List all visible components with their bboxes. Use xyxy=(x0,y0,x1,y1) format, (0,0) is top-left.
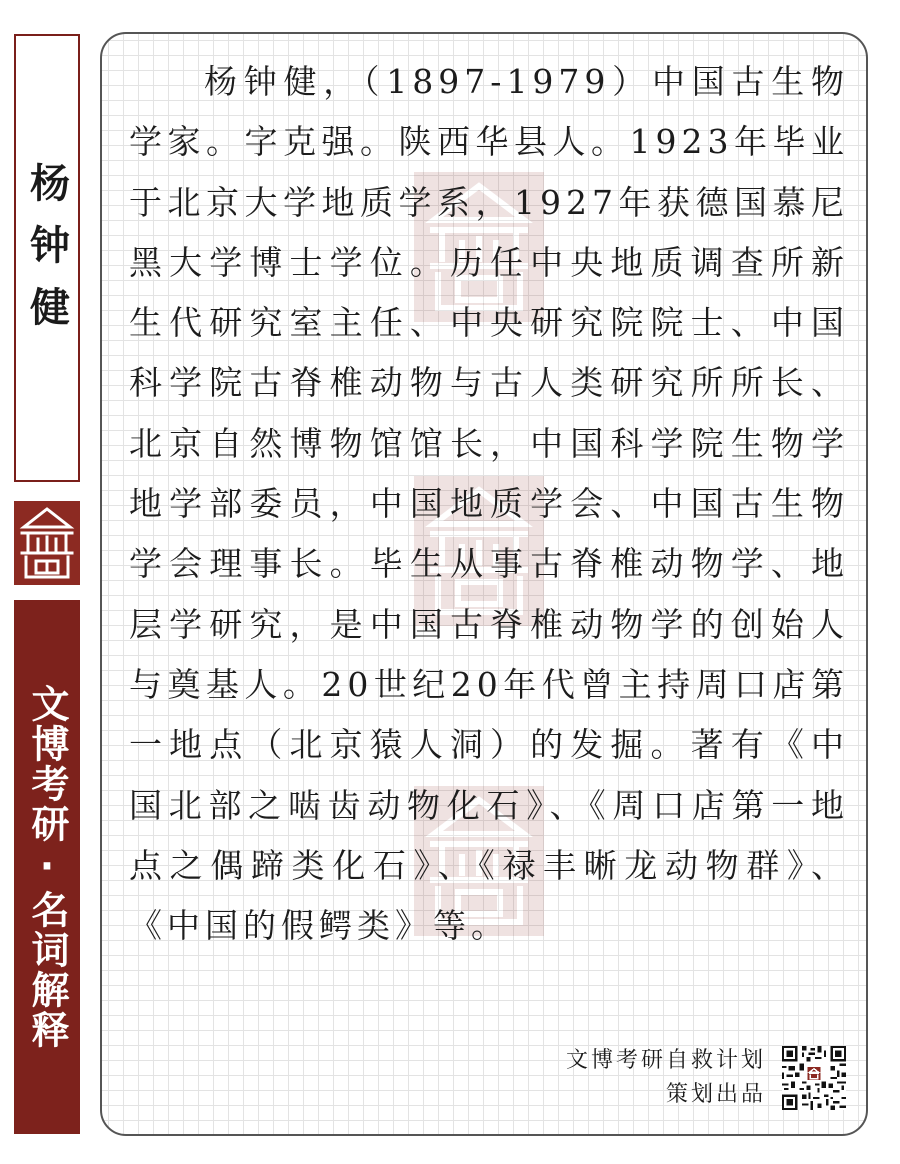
credit-line-1: 文博考研自救计划 xyxy=(565,1048,766,1073)
entry-definition: 杨钟健，（1897-1979）中国古生物学家。字克强。陕西华县人。1923年毕业于北京大学地质学系，1927年获德国慕尼黑大学博士学位。历任中央地质调查所新生代研究室主任、中央研究院院士、中国科学院古脊椎动物与古人类研究所所长、北京自然博物馆馆长，中国科学院生物学地学部委员，中国地质学会、中国古生物学会理事长。毕生从事古脊椎动物学、地层学研究，是中国古脊椎动物学的创始人与奠基人。20世纪20年代曾主持周口店第一地点（北京猿人洞）的发掘。著有《中国北部之啮齿动物化石》、《周口店第一地点之偶蹄类化石》、《禄丰晰龙动物群》、《中国的假鳄类》等。 xyxy=(129,62,849,946)
series-label: 文博考研·名词解释 xyxy=(25,684,69,1050)
seal-logo-icon xyxy=(14,501,80,585)
entry-card xyxy=(100,32,868,1136)
qr-code-icon[interactable] xyxy=(782,1046,846,1110)
credit-block xyxy=(566,1044,766,1112)
series-label-box xyxy=(14,600,80,1134)
entry-title: 杨钟健 xyxy=(23,162,70,348)
credit-line-2: 策划出品 xyxy=(665,1082,766,1107)
entry-title-box xyxy=(14,34,80,482)
